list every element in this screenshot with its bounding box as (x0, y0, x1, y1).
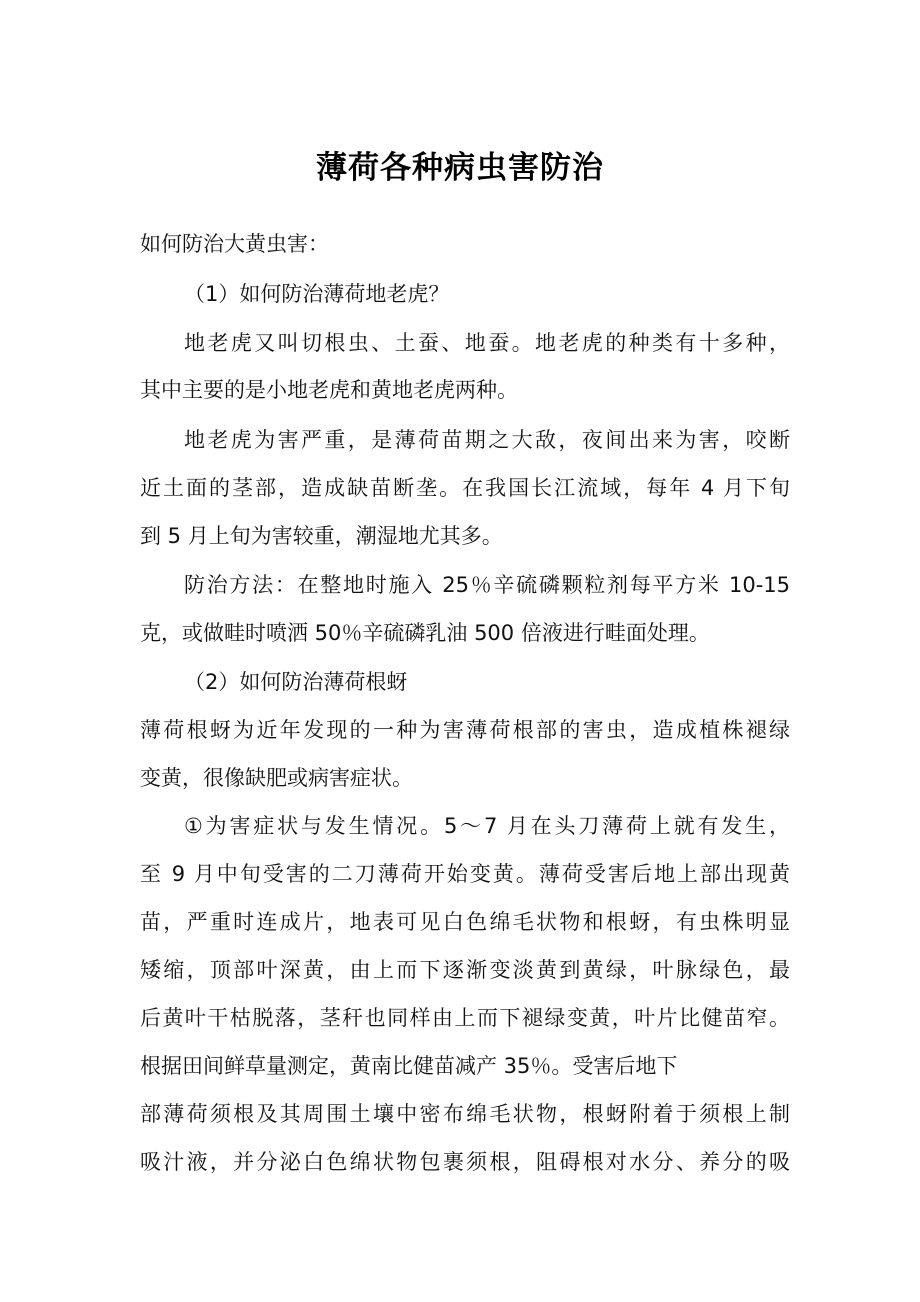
paragraph-line: 根据田间鲜草量测定，黄南比健苗减产 35％。受害后地下 (140, 1054, 678, 1078)
document-title: 薄荷各种病虫害防治 (316, 150, 604, 186)
subsection-heading: （2）如何防治薄荷根蚜 (184, 670, 408, 694)
paragraph-line: 部薄荷须根及其周围土壤中密布绵毛状物，根蚜附着于须根上制 (140, 1102, 790, 1126)
paragraph-line: 克，或做畦时喷洒 50％辛硫磷乳油 500 倍液进行畦面处理。 (140, 621, 710, 645)
subsection-heading: （1）如何防治薄荷地老虎？ (184, 282, 450, 306)
paragraph-line: 吸汁液，并分泌白色绵状物包裹须根，阻碍根对水分、养分的吸 (140, 1150, 790, 1174)
paragraph-line: 其中主要的是小地老虎和黄地老虎两种。 (140, 378, 518, 402)
paragraph-line: 近土面的茎部，造成缺苗断垄。在我国长江流域，每年 4 月下旬 (140, 476, 790, 500)
section-heading: 如何防治大黄虫害： (140, 232, 329, 256)
paragraph-line: 苗，严重时连成片，地表可见白色绵毛状物和根蚜，有虫株明显 (140, 910, 790, 934)
paragraph-line: 薄荷根蚜为近年发现的一种为害薄荷根部的害虫，造成植株褪绿 (140, 718, 790, 742)
paragraph-line: 变黄，很像缺肥或病害症状。 (140, 766, 413, 790)
paragraph-line: 矮缩，顶部叶深黄，由上而下逐渐变淡黄到黄绿，叶脉绿色，最 (140, 958, 790, 982)
paragraph-line: 后黄叶干枯脱落，茎秆也同样由上而下褪绿变黄，叶片比健苗窄。 (140, 1006, 790, 1030)
paragraph-line: 地老虎为害严重，是薄荷苗期之大敌，夜间出来为害，咬断 (184, 428, 790, 452)
paragraph-line: 防治方法：在整地时施入 25％辛硫磷颗粒剂每平方米 10-15 (184, 573, 790, 597)
paragraph-line: 到 5 月上旬为害较重，潮湿地尤其多。 (140, 524, 503, 548)
paragraph-line: 至 9 月中旬受害的二刀薄荷开始变黄。薄荷受害后地上部出现黄 (140, 862, 790, 886)
paragraph-line: 地老虎又叫切根虫、土蚕、地蚕。地老虎的种类有十多种， (184, 331, 790, 355)
paragraph-line: ①为害症状与发生情况。5～7 月在头刀薄荷上就有发生， (184, 814, 790, 838)
